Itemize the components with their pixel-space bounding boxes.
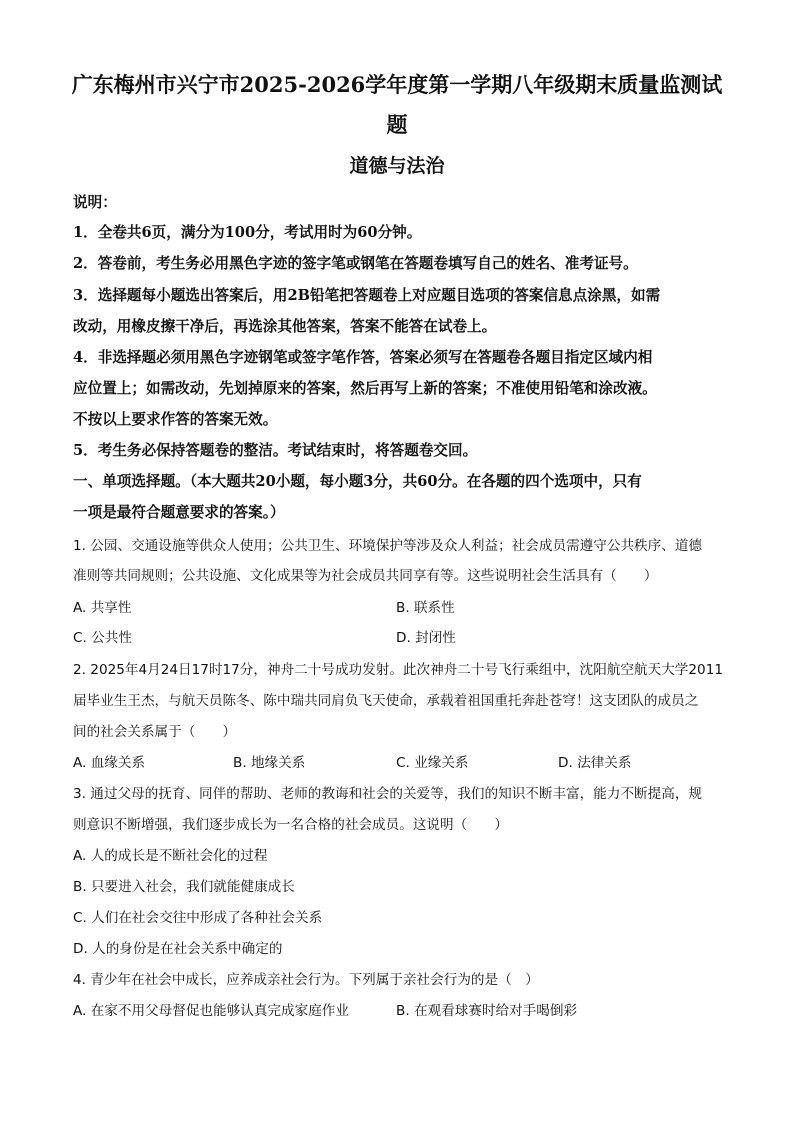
q2-option-c: C. 业缘关系 — [396, 755, 469, 771]
note-4-line3: 不按以上要求作答的答案无效。 — [73, 411, 278, 428]
q1-option-d: D. 封闭性 — [396, 630, 456, 646]
note-4-line1: 4．非选择题必须用黑色字迹钢笔或签字笔作答，答案必须写在答题卷各题目指定区域内相 — [73, 349, 653, 366]
q3-stem-line1: 3. 通过父母的抚育、同伴的帮助、老师的教诲和社会的关爱等，我们的知识不断丰富，能力不断提高，规 — [73, 786, 703, 802]
q3-option-d: D. 人的身份是在社会关系中确定的 — [73, 941, 283, 957]
q2-stem-line3: 间的社会关系属于（ ） — [73, 724, 237, 740]
note-4-line2: 应位置上；如需改动，先划掉原来的答案，然后再写上新的答案；不准使用铅笔和涂改液。 — [73, 380, 657, 397]
section-1-heading-line1: 一、单项选择题。（本大题共20小题，每小题3分，共60分。在各题的四个选项中，只有 — [73, 473, 642, 490]
q3-option-b: B. 只要进入社会，我们就能健康成长 — [73, 879, 295, 895]
exam-subject: 道德与法治 — [349, 155, 445, 177]
exam-title-line1: 广东梅州市兴宁市2025-2026学年度第一学期八年级期末质量监测试 — [71, 72, 723, 97]
q2-option-a: A. 血缘关系 — [73, 755, 146, 771]
q1-option-a: A. 共享性 — [73, 600, 132, 616]
q2-option-b: B. 地缘关系 — [233, 755, 306, 771]
note-1: 1．全卷共6页，满分为100分，考试用时为60分钟。 — [73, 224, 422, 241]
q1-option-c: C. 公共性 — [73, 630, 132, 646]
q3-option-c: C. 人们在社会交往中形成了各种社会关系 — [73, 910, 323, 926]
note-5: 5．考生务必保持答题卷的整洁。考试结束时，将答题卷交回。 — [73, 442, 478, 459]
q4-stem-line1: 4. 青少年在社会中成长，应养成亲社会行为。下列属于亲社会行为的是（ ） — [73, 972, 539, 988]
section-1-heading-line2: 一项是最符合题意要求的答案。） — [73, 504, 285, 521]
q4-option-b: B. 在观看球赛时给对手喝倒彩 — [396, 1003, 578, 1019]
q1-stem-line1: 1. 公园、交通设施等供众人使用；公共卫生、环境保护等涉及众人利益；社会成员需遵守公共秩序、道德 — [73, 538, 703, 554]
q1-stem-line2: 准则等共同规则；公共设施、文化成果等为社会成员共同享有等。这些说明社会生活具有（ ） — [73, 568, 658, 584]
q2-option-d: D. 法律关系 — [558, 755, 632, 771]
notes-heading: 说明： — [73, 194, 117, 211]
q4-option-a: A. 在家不用父母督促也能够认真完成家庭作业 — [73, 1003, 349, 1019]
exam-title-line2: 题 — [386, 112, 408, 137]
q2-stem-line1: 2. 2025年4月24日17时17分，神舟二十号成功发射。此次神舟二十号飞行乘组中，沈阳航空航天大学2011 — [73, 662, 723, 678]
note-3-line1: 3．选择题每小题选出答案后，用2B铅笔把答题卷上对应题目选项的答案信息点涂黑，如需 — [73, 287, 661, 304]
q3-option-a: A. 人的成长是不断社会化的过程 — [73, 848, 268, 864]
note-2: 2．答卷前，考生务必用黑色字迹的签字笔或钢笔在答题卷填写自己的姓名、准考证号。 — [73, 255, 638, 272]
q2-stem-line2: 届毕业生王杰，与航天员陈冬、陈中瑞共同肩负飞天使命，承载着祖国重托奔赴苍穹！这支团队的成员之 — [73, 693, 699, 709]
q3-stem-line2: 则意识不断增强，我们逐步成长为一名合格的社会成员。这说明（ ） — [73, 817, 508, 833]
q1-option-b: B. 联系性 — [396, 600, 455, 616]
note-3-line2: 改动，用橡皮擦干净后，再选涂其他答案，答案不能答在试卷上。 — [73, 318, 497, 335]
